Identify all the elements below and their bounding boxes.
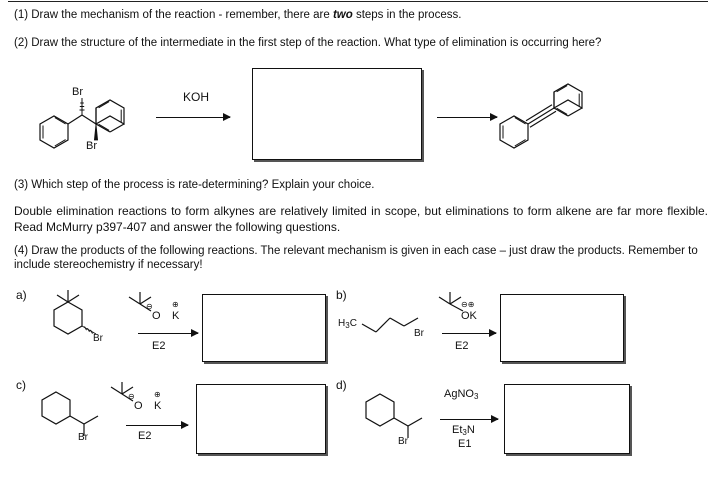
scheme1-answer-box[interactable] [252, 68, 422, 160]
part-b-plus-charge: ⊕ [467, 300, 475, 309]
part-d-arrow [440, 414, 498, 424]
part-b-arrow [442, 328, 496, 338]
question-2 [14, 36, 706, 50]
part-d-agno3-sub: 3 [473, 392, 479, 401]
part-d-et3n-end: N [466, 424, 475, 436]
part-c-mechanism-label: E2 [138, 430, 152, 442]
part-b-reagent-potassium-tert-butoxide [428, 286, 488, 316]
part-b-charges [461, 300, 474, 309]
question-2-text: (2) Draw the structure of the intermediate in the first step of the reaction. What type of elimination is occurring here? [14, 37, 602, 49]
scheme1-arrow-2 [437, 112, 497, 122]
part-c-o-charge: ⊖ [128, 392, 135, 401]
part-d-reagent-triethylamine [452, 424, 475, 437]
part-d-reagent-silver-nitrate [444, 388, 478, 401]
question-3-context [14, 203, 708, 235]
top-rule [8, 1, 708, 2]
part-d-et3n-sub: 3 [462, 428, 467, 437]
part-d-letter: d) [336, 378, 347, 392]
part-d-answer-box[interactable] [504, 384, 630, 454]
part-b-br-label: Br [414, 328, 424, 339]
part-a-letter: a) [16, 288, 27, 302]
part-d-et3n-label: Et [452, 424, 463, 436]
part-a-arrow [138, 328, 198, 338]
scheme1-reagent-koh: KOH [183, 90, 210, 104]
part-d-agno3-label: AgNO [444, 388, 474, 400]
part-a-k-label: K [172, 310, 180, 322]
part-b-minus-charge: ⊖ [461, 300, 468, 309]
part-d-mechanism-label: E1 [458, 438, 472, 450]
part-a-o-charge: ⊖ [146, 302, 153, 311]
part-c-br-label: Br [78, 432, 88, 443]
question-4 [14, 244, 708, 272]
part-c-o-label: O [134, 400, 143, 412]
part-b-ok-label: OK [461, 310, 477, 322]
question-1-text-end: steps in the process. [352, 9, 462, 21]
part-a-o-label: O [152, 310, 161, 322]
part-b-mechanism-label: E2 [455, 340, 469, 352]
part-a-br-label: Br [93, 333, 103, 344]
question-1-text-start: (1) Draw the mechanism of the reaction - remember, there are [14, 9, 333, 21]
part-c-k-charge: ⊕ [154, 390, 161, 399]
scheme1-product-diphenylacetylene [492, 74, 620, 158]
scheme1-arrow-1 [156, 112, 230, 122]
part-a-answer-box[interactable] [202, 294, 326, 362]
question-3 [14, 178, 704, 192]
question-3-text: (3) Which step of the process is rate-determining? Explain your choice. [14, 179, 375, 191]
scheme1-br-label-top: Br [72, 86, 83, 98]
question-1 [14, 8, 704, 22]
part-b-h-label: H [338, 318, 346, 329]
question-1-emphasis: two [332, 9, 353, 21]
part-b-answer-box[interactable] [500, 294, 624, 362]
scheme1-br-label-bottom: Br [86, 140, 97, 152]
question-3-context-text: Double elimination reactions to form alkynes are relatively limited in scope, but eliminations to form alkene are far more flexible. Read McMurry p397-407 and answer the following questions. [14, 204, 708, 234]
part-c-answer-box[interactable] [196, 384, 326, 454]
part-b-letter: b) [336, 288, 347, 302]
part-b-methyl-label [338, 318, 357, 330]
part-a-mechanism-label: E2 [152, 340, 166, 352]
part-b-h-sub: 3 [345, 321, 350, 330]
part-b-c-label: C [349, 318, 357, 329]
part-c-letter: c) [16, 378, 26, 392]
part-a-k-charge: ⊕ [172, 300, 179, 309]
part-c-k-label: K [154, 400, 162, 412]
question-4-text: (4) Draw the products of the following reactions. The relevant mechanism is given in each case – just draw the products. Remember to include stereochemistry if necessary! [14, 245, 698, 271]
part-d-br-label: Br [398, 436, 408, 447]
part-c-arrow [126, 420, 188, 430]
